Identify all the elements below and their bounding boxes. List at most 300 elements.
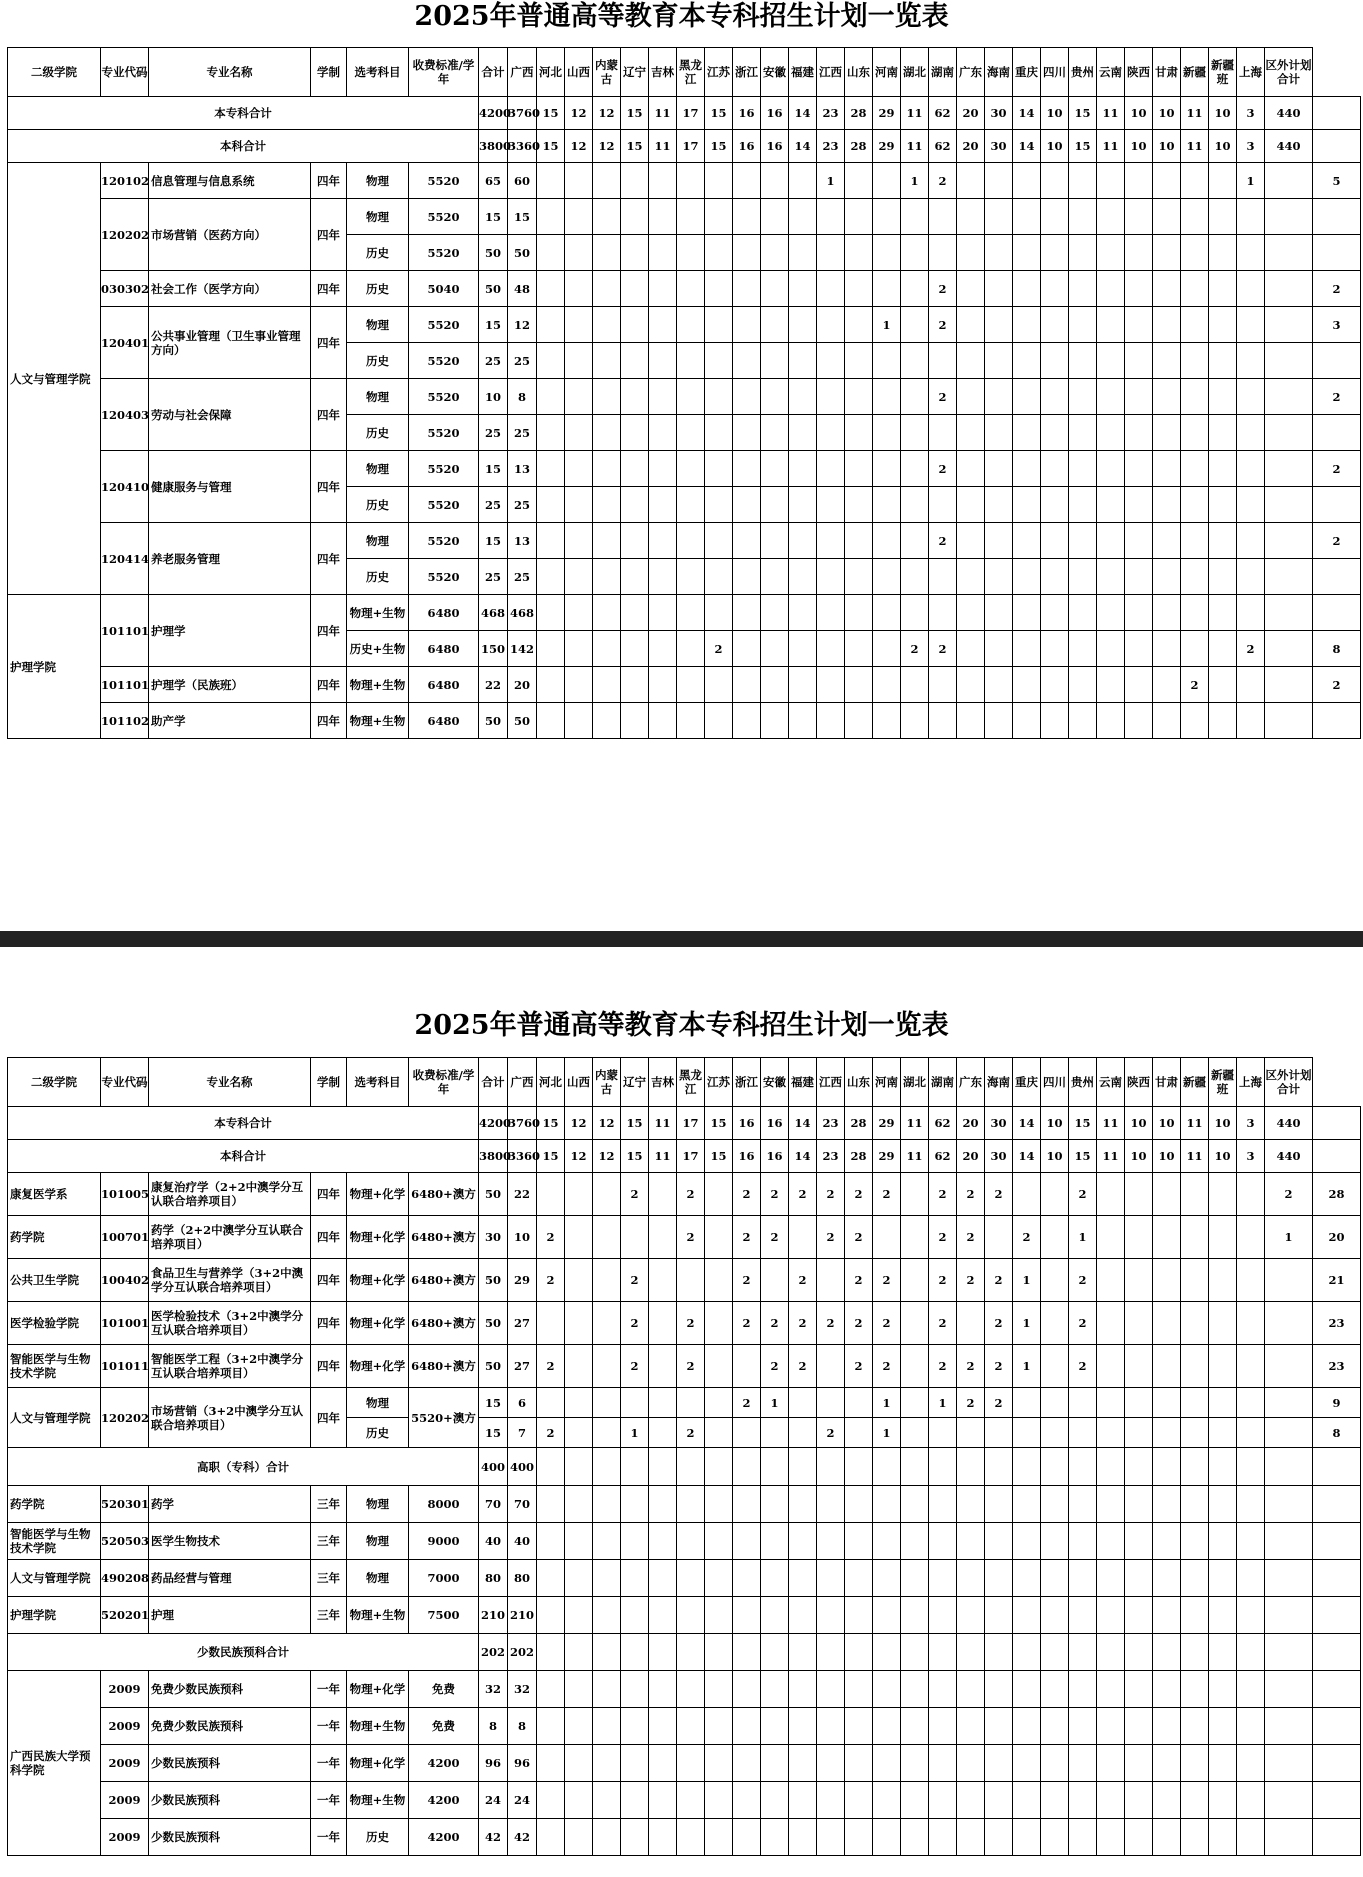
value-cell: 2 xyxy=(901,631,929,667)
value-cell xyxy=(873,1216,901,1259)
value-cell xyxy=(649,1173,677,1216)
value-cell xyxy=(901,1745,929,1782)
value-cell xyxy=(649,1345,677,1388)
value-cell xyxy=(621,1448,649,1486)
value-cell xyxy=(1265,1560,1313,1597)
value-cell: 1 xyxy=(621,1418,649,1448)
total-cell: 50 xyxy=(479,271,508,307)
table-row xyxy=(8,523,1361,559)
value-cell xyxy=(929,1782,957,1819)
value-cell xyxy=(957,1486,985,1523)
major-code: 120401 xyxy=(101,307,149,379)
value-cell xyxy=(649,415,677,451)
college-cell: 智能医学与生物技术学院 xyxy=(8,1523,101,1560)
value-cell: 25 xyxy=(508,343,537,379)
value-cell xyxy=(1181,1448,1209,1486)
value-cell xyxy=(1125,1259,1153,1302)
value-cell xyxy=(817,1819,845,1856)
value-cell xyxy=(1041,307,1069,343)
value-cell xyxy=(621,559,649,595)
value-cell: 23 xyxy=(817,97,845,130)
value-cell: 8 xyxy=(508,1708,537,1745)
value-cell xyxy=(985,631,1013,667)
value-cell: 2 xyxy=(537,1418,565,1448)
value-cell xyxy=(649,595,677,631)
value-cell: 16 xyxy=(761,1140,789,1173)
value-cell xyxy=(985,487,1013,523)
value-cell xyxy=(705,487,733,523)
value-cell: 23 xyxy=(817,1107,845,1140)
value-cell xyxy=(537,1448,565,1486)
value-cell: 25 xyxy=(508,415,537,451)
value-cell xyxy=(537,631,565,667)
header-name: 专业名称 xyxy=(149,48,311,97)
value-cell xyxy=(593,1634,621,1671)
value-cell: 1 xyxy=(1069,1216,1097,1259)
major-name: 劳动与社会保障 xyxy=(149,379,311,451)
value-cell: 2 xyxy=(985,1345,1013,1388)
table-row xyxy=(8,199,1361,235)
value-cell xyxy=(705,163,733,199)
value-cell xyxy=(901,307,929,343)
value-cell: 29 xyxy=(508,1259,537,1302)
value-cell xyxy=(789,703,817,739)
value-cell xyxy=(817,631,845,667)
value-cell xyxy=(761,631,789,667)
value-cell: 10 xyxy=(1125,130,1153,163)
major-code: 100402 xyxy=(101,1259,149,1302)
value-cell xyxy=(957,1671,985,1708)
value-cell: 14 xyxy=(789,130,817,163)
summary-label: 高职（专科）合计 xyxy=(8,1448,479,1486)
value-cell xyxy=(733,307,761,343)
value-cell xyxy=(929,415,957,451)
value-cell: 17 xyxy=(677,1140,705,1173)
value-cell xyxy=(761,307,789,343)
value-cell xyxy=(817,307,845,343)
value-cell xyxy=(1013,199,1041,235)
value-cell xyxy=(1041,343,1069,379)
value-cell: 12 xyxy=(508,307,537,343)
college-cell: 医学检验学院 xyxy=(8,1302,101,1345)
value-cell xyxy=(649,1523,677,1560)
value-cell xyxy=(761,1597,789,1634)
value-cell xyxy=(1153,1448,1181,1486)
value-cell xyxy=(537,487,565,523)
value-cell: 14 xyxy=(1013,97,1041,130)
total-cell: 50 xyxy=(479,235,508,271)
value-cell xyxy=(565,667,593,703)
value-cell xyxy=(1097,631,1125,667)
college-cell: 人文与管理学院 xyxy=(8,163,101,595)
value-cell xyxy=(705,1259,733,1302)
value-cell xyxy=(1265,379,1313,415)
value-cell: 2 xyxy=(929,523,957,559)
value-cell xyxy=(789,523,817,559)
value-cell xyxy=(1237,235,1265,271)
value-cell xyxy=(1125,1560,1153,1597)
value-cell xyxy=(1237,1448,1265,1486)
header-province: 辽宁 xyxy=(621,1058,649,1107)
table-row xyxy=(8,1782,1361,1819)
value-cell xyxy=(621,379,649,415)
fee-cell: 5520 xyxy=(409,415,479,451)
value-cell xyxy=(1069,1448,1097,1486)
value-cell xyxy=(1237,1671,1265,1708)
header-province: 四川 xyxy=(1041,1058,1069,1107)
value-cell: 2 xyxy=(1265,1173,1313,1216)
value-cell xyxy=(1125,1173,1153,1216)
value-cell xyxy=(845,379,873,415)
major-name: 社会工作（医学方向） xyxy=(149,271,311,307)
major-code: 120403 xyxy=(101,379,149,451)
value-cell xyxy=(733,379,761,415)
value-cell xyxy=(761,379,789,415)
value-cell: 1 xyxy=(873,1418,901,1448)
value-cell xyxy=(817,1708,845,1745)
value-cell xyxy=(1097,1486,1125,1523)
value-cell xyxy=(565,1523,593,1560)
value-cell xyxy=(1013,1173,1041,1216)
value-cell: 8 xyxy=(1313,631,1361,667)
value-cell: 2 xyxy=(817,1302,845,1345)
value-cell: 22 xyxy=(508,1173,537,1216)
value-cell xyxy=(565,1388,593,1418)
value-cell xyxy=(1013,451,1041,487)
value-cell xyxy=(1097,1388,1125,1418)
value-cell xyxy=(873,1634,901,1671)
total-cell: 15 xyxy=(479,199,508,235)
value-cell xyxy=(1265,1345,1313,1388)
value-cell: 2 xyxy=(1069,1173,1097,1216)
value-cell xyxy=(1237,559,1265,595)
value-cell xyxy=(817,1259,845,1302)
value-cell xyxy=(845,1782,873,1819)
value-cell xyxy=(1125,379,1153,415)
value-cell xyxy=(593,1745,621,1782)
value-cell xyxy=(929,703,957,739)
value-cell: 2 xyxy=(1313,667,1361,703)
value-cell xyxy=(649,199,677,235)
value-cell xyxy=(1097,487,1125,523)
subject-cell: 物理 xyxy=(347,1388,409,1418)
major-name: 助产学 xyxy=(149,703,311,739)
value-cell xyxy=(761,1671,789,1708)
value-cell: 15 xyxy=(537,97,565,130)
value-cell xyxy=(649,1486,677,1523)
value-cell xyxy=(537,1302,565,1345)
value-cell xyxy=(705,703,733,739)
value-cell xyxy=(1181,1671,1209,1708)
major-code: 120102 xyxy=(101,163,149,199)
value-cell xyxy=(1237,1388,1265,1418)
value-cell: 12 xyxy=(593,130,621,163)
value-cell: 15 xyxy=(621,130,649,163)
header-province: 云南 xyxy=(1097,1058,1125,1107)
value-cell xyxy=(621,1216,649,1259)
value-cell xyxy=(565,1819,593,1856)
value-cell xyxy=(705,1819,733,1856)
major-name: 护理学（民族班） xyxy=(149,667,311,703)
value-cell xyxy=(873,163,901,199)
major-name: 食品卫生与营养学（3+2中澳学分互认联合培养项目） xyxy=(149,1259,311,1302)
value-cell xyxy=(901,1486,929,1523)
value-cell xyxy=(1013,1418,1041,1448)
value-cell: 27 xyxy=(508,1345,537,1388)
fee-cell: 7000 xyxy=(409,1560,479,1597)
value-cell: 10 xyxy=(1153,97,1181,130)
value-cell xyxy=(1209,235,1237,271)
value-cell xyxy=(1313,1140,1361,1173)
value-cell xyxy=(1237,199,1265,235)
total-cell: 50 xyxy=(479,1173,508,1216)
value-cell: 2 xyxy=(929,1216,957,1259)
value-cell xyxy=(957,703,985,739)
subject-cell: 物理+生物 xyxy=(347,595,409,631)
value-cell xyxy=(901,1634,929,1671)
value-cell xyxy=(621,163,649,199)
value-cell xyxy=(537,1173,565,1216)
value-cell: 2 xyxy=(733,1302,761,1345)
value-cell xyxy=(985,1216,1013,1259)
value-cell xyxy=(677,1523,705,1560)
subject-cell: 物理 xyxy=(347,523,409,559)
summary-label: 本专科合计 xyxy=(8,1107,479,1140)
value-cell xyxy=(1125,415,1153,451)
value-cell xyxy=(621,415,649,451)
value-cell xyxy=(649,451,677,487)
total-cell: 30 xyxy=(479,1216,508,1259)
value-cell xyxy=(845,1523,873,1560)
table-row xyxy=(8,1448,1361,1486)
value-cell: 17 xyxy=(677,130,705,163)
major-name: 医学检验技术（3+2中澳学分互认联合培养项目） xyxy=(149,1302,311,1345)
value-cell xyxy=(929,667,957,703)
table-row xyxy=(8,1107,1361,1140)
value-cell xyxy=(1209,667,1237,703)
value-cell xyxy=(1237,1345,1265,1388)
value-cell xyxy=(1153,199,1181,235)
value-cell xyxy=(985,271,1013,307)
value-cell xyxy=(1041,1418,1069,1448)
value-cell xyxy=(1041,559,1069,595)
value-cell xyxy=(789,451,817,487)
value-cell xyxy=(957,523,985,559)
value-cell xyxy=(733,1523,761,1560)
major-name: 药学（2+2中澳学分互认联合培养项目） xyxy=(149,1216,311,1259)
value-cell: 10 xyxy=(1209,1107,1237,1140)
value-cell xyxy=(873,1745,901,1782)
value-cell xyxy=(929,559,957,595)
value-cell xyxy=(929,1819,957,1856)
value-cell xyxy=(677,1634,705,1671)
fee-cell: 4200 xyxy=(409,1745,479,1782)
value-cell xyxy=(817,1345,845,1388)
value-cell xyxy=(1265,1448,1313,1486)
value-cell xyxy=(1013,1819,1041,1856)
value-cell xyxy=(705,199,733,235)
value-cell xyxy=(1209,451,1237,487)
value-cell xyxy=(593,1173,621,1216)
value-cell xyxy=(1313,1708,1361,1745)
header-province: 湖南 xyxy=(929,48,957,97)
value-cell xyxy=(1313,1523,1361,1560)
value-cell xyxy=(537,1708,565,1745)
value-cell: 12 xyxy=(593,1140,621,1173)
summary-label: 本专科合计 xyxy=(8,97,479,130)
major-name: 公共事业管理（卫生事业管理方向） xyxy=(149,307,311,379)
value-cell xyxy=(565,163,593,199)
header-province: 新疆 xyxy=(1181,48,1209,97)
value-cell xyxy=(985,667,1013,703)
value-cell xyxy=(1097,1418,1125,1448)
value-cell xyxy=(1097,523,1125,559)
value-cell xyxy=(1069,343,1097,379)
value-cell xyxy=(537,415,565,451)
value-cell xyxy=(565,1708,593,1745)
value-cell xyxy=(901,451,929,487)
value-cell xyxy=(1181,1523,1209,1560)
value-cell: 23 xyxy=(1313,1302,1361,1345)
value-cell: 32 xyxy=(508,1671,537,1708)
value-cell xyxy=(1153,487,1181,523)
value-cell xyxy=(565,1173,593,1216)
value-cell xyxy=(1013,1634,1041,1671)
value-cell xyxy=(901,667,929,703)
value-cell xyxy=(845,1560,873,1597)
value-cell xyxy=(1209,343,1237,379)
value-cell xyxy=(537,379,565,415)
college-cell: 智能医学与生物技术学院 xyxy=(8,1345,101,1388)
value-cell: 12 xyxy=(565,130,593,163)
value-cell xyxy=(1097,163,1125,199)
value-cell: 2 xyxy=(761,1173,789,1216)
major-name: 市场营销（医药方向） xyxy=(149,199,311,271)
total-cell: 15 xyxy=(479,451,508,487)
value-cell xyxy=(649,1671,677,1708)
college-cell: 药学院 xyxy=(8,1486,101,1523)
value-cell: 3 xyxy=(1237,1140,1265,1173)
value-cell xyxy=(873,1671,901,1708)
value-cell xyxy=(705,1216,733,1259)
value-cell xyxy=(1313,1107,1361,1140)
major-years: 四年 xyxy=(311,163,347,199)
value-cell: 15 xyxy=(537,1107,565,1140)
value-cell xyxy=(1069,1782,1097,1819)
value-cell xyxy=(1209,1486,1237,1523)
value-cell xyxy=(1069,703,1097,739)
value-cell xyxy=(677,1708,705,1745)
value-cell xyxy=(621,487,649,523)
value-cell xyxy=(1265,1418,1313,1448)
value-cell xyxy=(789,235,817,271)
major-years: 三年 xyxy=(311,1560,347,1597)
value-cell xyxy=(1097,199,1125,235)
value-cell xyxy=(901,271,929,307)
value-cell xyxy=(733,1634,761,1671)
value-cell xyxy=(677,235,705,271)
value-cell xyxy=(1181,199,1209,235)
value-cell xyxy=(621,1708,649,1745)
value-cell xyxy=(705,1418,733,1448)
major-years: 四年 xyxy=(311,595,347,667)
value-cell xyxy=(957,667,985,703)
value-cell xyxy=(733,163,761,199)
fee-cell: 7500 xyxy=(409,1597,479,1634)
value-cell: 2 xyxy=(1069,1259,1097,1302)
value-cell: 62 xyxy=(929,130,957,163)
value-cell xyxy=(1153,1671,1181,1708)
value-cell xyxy=(761,343,789,379)
value-cell xyxy=(1181,1708,1209,1745)
value-cell xyxy=(1041,451,1069,487)
value-cell: 2 xyxy=(929,631,957,667)
value-cell xyxy=(1041,631,1069,667)
major-years: 四年 xyxy=(311,451,347,523)
value-cell xyxy=(537,1782,565,1819)
value-cell xyxy=(621,595,649,631)
value-cell xyxy=(1013,163,1041,199)
header-province: 河南 xyxy=(873,1058,901,1107)
value-cell xyxy=(1153,1782,1181,1819)
value-cell: 468 xyxy=(508,595,537,631)
value-cell xyxy=(1125,1448,1153,1486)
value-cell xyxy=(1097,1671,1125,1708)
value-cell xyxy=(1209,523,1237,559)
major-name: 康复治疗学（2+2中澳学分互认联合培养项目） xyxy=(149,1173,311,1216)
value-cell xyxy=(1153,235,1181,271)
value-cell xyxy=(537,307,565,343)
value-cell xyxy=(733,1345,761,1388)
value-cell xyxy=(565,1560,593,1597)
value-cell xyxy=(1013,1745,1041,1782)
value-cell xyxy=(649,271,677,307)
total-cell: 32 xyxy=(479,1671,508,1708)
value-cell xyxy=(1013,235,1041,271)
value-cell: 1 xyxy=(1013,1259,1041,1302)
value-cell xyxy=(1209,1671,1237,1708)
value-cell xyxy=(1097,271,1125,307)
header-province: 江西 xyxy=(817,1058,845,1107)
value-cell: 2 xyxy=(1313,523,1361,559)
value-cell xyxy=(565,487,593,523)
value-cell xyxy=(1153,451,1181,487)
major-years: 四年 xyxy=(311,1216,347,1259)
value-cell xyxy=(733,667,761,703)
value-cell: 2 xyxy=(957,1388,985,1418)
value-cell xyxy=(1013,307,1041,343)
value-cell: 10 xyxy=(1125,1107,1153,1140)
value-cell xyxy=(1097,1782,1125,1819)
value-cell xyxy=(1069,235,1097,271)
value-cell xyxy=(845,1486,873,1523)
value-cell: 2 xyxy=(1313,271,1361,307)
header-province: 新疆班 xyxy=(1209,1058,1237,1107)
fee-cell: 9000 xyxy=(409,1523,479,1560)
value-cell xyxy=(1181,1560,1209,1597)
value-cell xyxy=(901,1782,929,1819)
header-province: 湖南 xyxy=(929,1058,957,1107)
value-cell xyxy=(1237,379,1265,415)
value-cell: 2 xyxy=(1181,667,1209,703)
table-row xyxy=(8,1173,1361,1216)
value-cell: 2 xyxy=(817,1173,845,1216)
value-cell xyxy=(873,1597,901,1634)
value-cell xyxy=(1097,379,1125,415)
table-row xyxy=(8,130,1361,163)
value-cell xyxy=(929,235,957,271)
major-years: 四年 xyxy=(311,379,347,451)
